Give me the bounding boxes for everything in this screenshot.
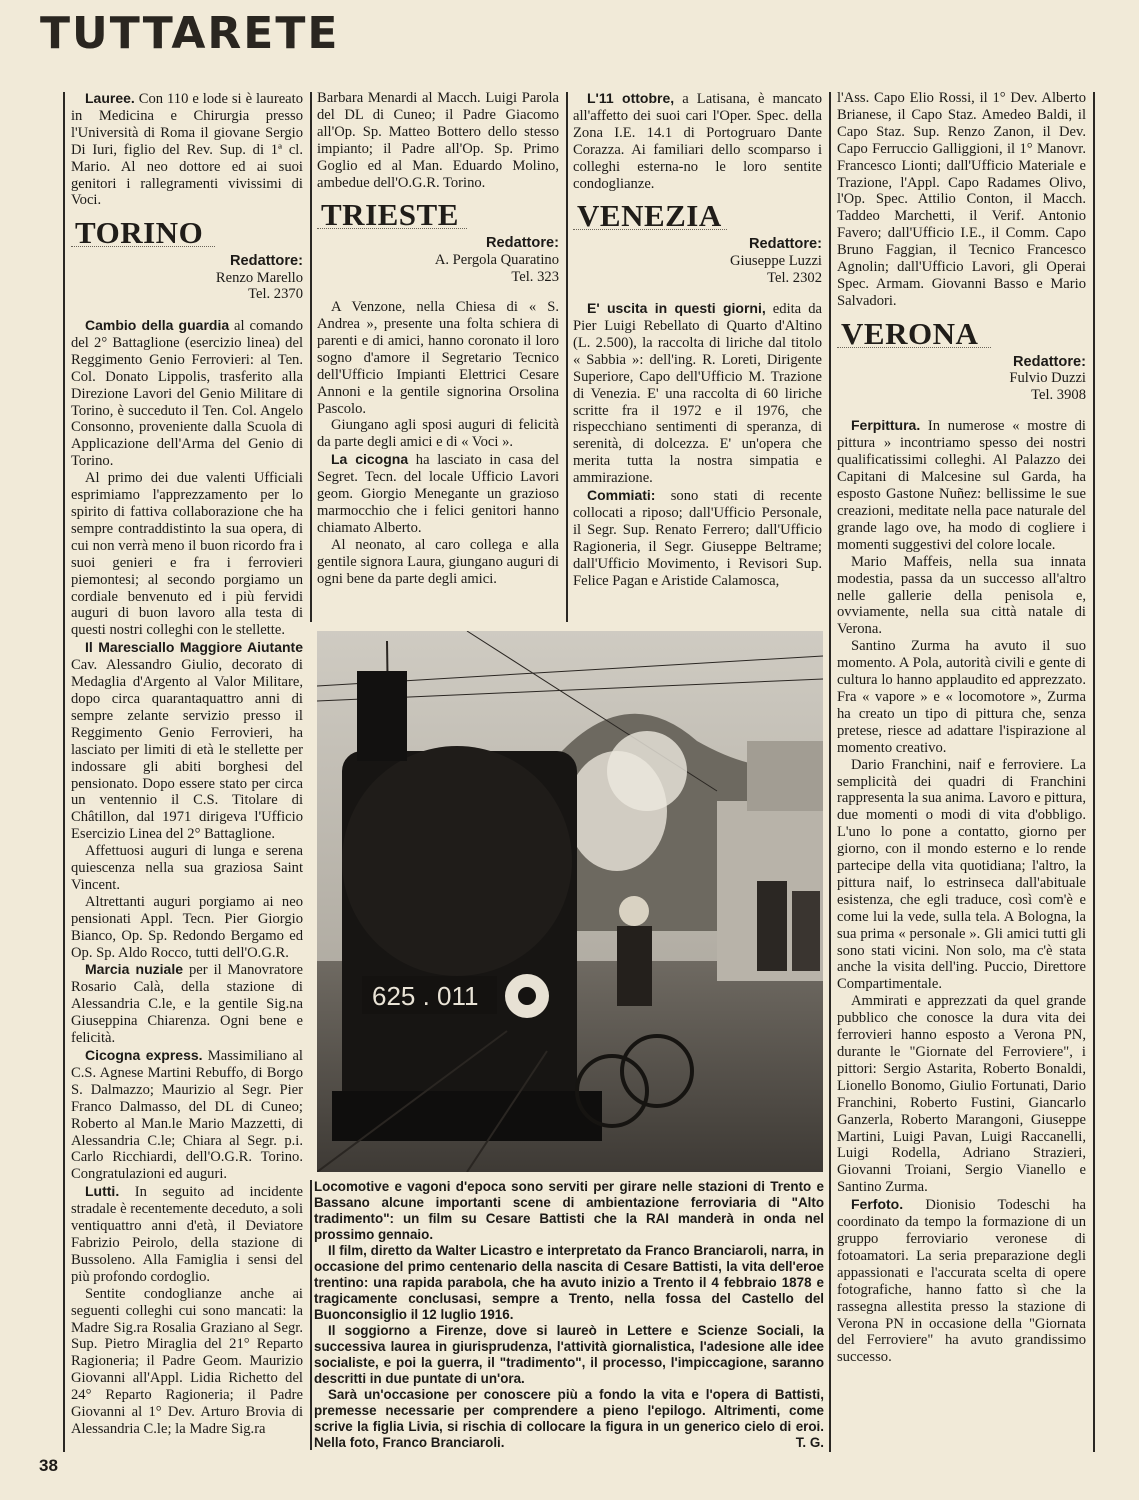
paragraph: Al primo dei due valenti Ufficiali esprimiamo l'apprezzamento per lo spirito di fattiva collaborazione che ha sempre contraddistinto la sua opera, di cui non verrà meno il buon ricordo fra i suoi genieri e fra i ferrovieri piemontesi; al secondo porgiamo un cordiale benvenuto ed i più fervidi auguri di buon lavoro alla testa di questi nostri colleghi con le stellette. (71, 470, 303, 639)
author-initials: T. G. (795, 1435, 824, 1450)
redattore-block (573, 236, 822, 286)
paragraph: Sentite condoglianze anche ai seguenti colleghi cui sono mancati: la Madre Sig.ra Rosalia Graziano al Segr. Sup. Pietro Miraglia del 21° Reparto Ragioneria; il Padre Geom. Maurizio Giovanni all'Appl. Lidia Richetto del 24° Reparto Ragioneria; il Padre Giovanni al 1° Dev. Arturo Brovia di Alessandria C.le; la Madre Sig.ra (71, 1285, 303, 1437)
redattore-name: Fulvio Duzzi (1009, 370, 1086, 387)
section-heading-trieste: TRIESTE (321, 197, 459, 233)
page-number: 38 (39, 1456, 58, 1475)
column-trieste (317, 90, 559, 588)
paragraph: L'11 ottobre, a Latisana, è mancato all'affetto dei suoi cari l'Oper. Spec. della Zona I.E. 14.1 di Portogruaro Dante Corazza. Ai familiari dello scomparso i colleghi esterna-no le loro sentite condoglianze. (573, 90, 822, 192)
redattore-label: Redattore: (230, 253, 303, 270)
redattore-label: Redattore: (486, 235, 559, 252)
caption-paragraph: Il film, diretto da Walter Licastro e interpretato da Franco Branciaroli, narra, in occasione del primo centenario della nascita di Cesare Battisti, la vita dell'eroe trentino: una rapida parabola, che ha avuto inizio a Trento il 4 febbraio 1878 e tragicamente conclusasi, sempre a Trento, nella fossa del Castello del Buonconsiglio il 12 luglio 1916. (314, 1243, 824, 1322)
redattore-block (837, 354, 1086, 404)
paragraph: A Venzone, nella Chiesa di « S. Andrea », presente una folta schiera di parenti e di amici, hanno coronato il loro sogno d'amore il Segretario Tecnico dell'Ufficio Impianti Elettrici Cesare Annoni e la gentile signorina Orsolina Pascolo. (317, 299, 559, 417)
paragraph: Ferpittura. In numerose « mostre di pittura » incontriamo spesso dei nostri qualificatissimi colleghi. Al Palazzo dei Capitani di Malcesine sul Garda, ha esposto Gastone Nuñez: bellissime le sue creazioni, meditate nella pace naturale del grande lago ove, ha modo di cogliere i momenti suggestivi del colore locale. (837, 417, 1086, 553)
paragraph: La cicogna ha lasciato in casa del Segret. Tecn. del locale Ufficio Lavori geom. Giorgio Menegante un grazioso marmocchio che i felici genitori hanno chiamato Alberto. (317, 451, 559, 536)
column-rule (829, 92, 831, 1452)
paragraph: Marcia nuziale per il Manovratore Rosario Calà, della stazione di Alessandria C.le, e la gentile Sig.na Giuseppina Chiarenza. Ogni bene e felicità. (71, 961, 304, 1047)
redattore-tel: Tel. 2302 (767, 269, 822, 286)
locomotive-number: 625 . 011 (372, 981, 479, 1011)
paragraph: l'Ass. Capo Elio Rossi, il 1° Dev. Alberto Brianese, il Capo Staz. Amedeo Baldi, il Capo Staz. Sup. Renzo Zanon, il Dev. Capo Ferruccio Galliggioni, il 1° Manovr. Francesco Lionti; dall'Ufficio Materiale e Trazione, l'Appl. Capo Radames Olivo, l'Op. Spec. Attilio Conton, il Macch. Taddeo Marchetti, il Verif. Antonio Favero; dall'Ufficio I.E., il Comm. Capo Bruno Faggian, il Tecnico Francesco Agnolin; dall'Ufficio Lavori, gli Operai Spec. Armam. Giovanni Basso e Mario Salvadori. (837, 90, 1086, 309)
paragraph: Affettuosi auguri di lunga e serena quiescenza nella sua graziosa Saint Vincent. (71, 843, 303, 893)
caption-paragraph: Sarà un'occasione per conoscere più a fondo la vita e l'opera di Battisti, premesse necessarie per comprendere a pieno l'epilogo. Altrimenti, come scrive la figlia Livia, si rischia di collocare la figura in un generico cielo di eroi. Nella foto, Franco Branciaroli. T. G. (314, 1387, 824, 1450)
redattore-tel: Tel. 323 (511, 268, 559, 285)
paragraph: Santino Zurma ha avuto il suo momento. A Pola, autorità civili e gente di cultura lo hanno applaudito ed apprezzato. Fra « vapore » e « locomotore », Zurma ha creato un tipo di pittura che, senza pretese, riesce ad adattare l'ispirazione al momento creativo. (837, 638, 1086, 756)
column-venezia (573, 90, 822, 590)
column-rule (63, 92, 65, 1452)
column-torino (71, 90, 303, 1438)
redattore-name: Renzo Marello (215, 269, 303, 286)
paragraph: Lutti. In seguito ad incidente stradale è recentemente deceduto, a soli ventiquattro anni d'età, il Deviatore Fabrizio Peirolo, della stazione di Bussoleno. Alla Famiglia i sensi del più profondo cordoglio. (71, 1183, 303, 1285)
redattore-tel: Tel. 2370 (248, 286, 303, 303)
redattore-block (317, 235, 559, 285)
section-heading-verona: VERONA (841, 315, 979, 351)
paragraph: Mario Maffeis, nella sua innata modestia, passa da un successo all'altro nelle gallerie della penisola e, ovviamente, nella sua città natale di Verona. (837, 553, 1086, 638)
redattore-label: Redattore: (749, 236, 822, 253)
column-rule (310, 1180, 312, 1450)
redattore-name: Giuseppe Luzzi (730, 252, 822, 269)
paragraph: Giungano agli sposi auguri di felicità da parte degli amici e di « Voci ». (317, 417, 559, 451)
paragraph: Cicogna express. Massimiliano al C.S. Agnese Martini Rebuffo, di Borgo S. Dalmazzo; Maurizio al Segr. Pier Franco Dalmasso, del DL di Cuneo; Roberto al Man.le Mario Mazzetti, di Alessandria C.le; Chiara al Segr. p.i. Carlo Ricchiardi, dell'O.G.R. Torino. Congratulazioni ed auguri. (71, 1047, 303, 1183)
paragraph: Altrettanti auguri porgiamo ai neo pensionati Appl. Tecn. Pier Giorgio Bianco, Op. Sp. Redondo Bergamo ed Op. Sp. Aldo Rocco, tutti dell'O.G.R. (71, 893, 303, 961)
locomotive-photo (317, 631, 823, 1172)
paragraph: Dario Franchini, naif e ferroviere. La semplicità dei quadri di Franchini rappresenta la sua anima. Lavoro e pittura, due momenti o modi di vita d'obbligo. L'uno lo pone a contatto, giorno per giorno, con il mondo esterno e lo rende partecipe della vita quotidiana; l'altro, la pittura naif, lo estrinseca dall'abituale esistenza, che egli traduce, così com'è e come lui la vede, sulla tela. A Bologna, la sua prima « personale ». Gli amici tutti gli sono stati vicini. Non solo, ma c'è stata anche la visita dell'ing. Puccio, Direttore Compartimentale. (837, 756, 1086, 993)
paragraph: E' uscita in questi giorni, edita da Pier Luigi Rebellato di Quarto d'Altino (L. 2.500), la raccolta di liriche dal titolo « Sabbia »: dell'ing. R. Loreti, Dirigente Superiore, Capo dell'Ufficio M. Trazione di Venezia. E' una raccolta di 60 liriche scritte fra il 1972 e il 1976, che rispecchiano sentimenti di speranza, di serenità, di dolcezza. E' un'opera che merita tutta la nostra simpatia e ammirazione. (573, 300, 822, 487)
paragraph: Il Maresciallo Maggiore Aiutante Cav. Alessandro Giulio, decorato di Medaglia d'Argento al Valor Militare, dopo circa quarantaquattro anni di sempre zelante servizio presso il Reggimento Genio Ferrovieri, ha lasciato per limiti di età le stellette per indossare gli abiti borghesi del pensionato. Dopo essere stato per circa un ventennio il C.S. Titolare di Châtillon, dal 1971 dirigeva l'Ufficio Esercizio Linea del 2° Battaglione. (71, 639, 303, 843)
paragraph: Al neonato, al caro collega e alla gentile signora Laura, giungano auguri di ogni bene da parte degli amici. (317, 536, 559, 587)
paragraph: Ammirati e apprezzati da quel grande pubblico che conosce la dura vita dei ferrovieri hanno esposto a Verona PN, durante le "Giornate del Ferroviere", i pittori: Sergio Astarita, Roberto Bonaldi, Lionello Bonomo, Giulio Fortunati, Dario Franchini, Roberto Fustini, Giancarlo Ganzerla, Roberto Marangoni, Giuseppe Martini, Luigi Pavan, Luigi Raccanelli, Luigi Rodella, Adriano Strazieri, Giovanni Troiani, Sergio Vianello e Santino Zurma. (837, 993, 1086, 1196)
column-rule (1093, 92, 1095, 1452)
photo-caption (314, 1179, 824, 1451)
masthead-title: TUTTARETE (40, 8, 340, 59)
column-rule (566, 92, 568, 622)
caption-paragraph: Locomotive e vagoni d'epoca sono serviti per girare nelle stazioni di Trento e Bassano alcune importanti scene di ambientazione ferroviaria di "Alto tradimento": un film su Cesare Battisti che la RAI manderà in onda nel prossimo gennaio. (314, 1179, 824, 1242)
paragraph: Cambio della guardia al comando del 2° Battaglione (esercizio linea) del Reggimento Genio Ferrovieri: al Ten. Col. Donato Lippolis, trasferito alla Direzione Lavori del Genio Militare di Torino, è succeduto il Ten. Col. Angelo Consonno, proveniente dalla Scuola di Applicazione dell'Arma del Genio di Torino. (71, 317, 303, 470)
redattore-tel: Tel. 3908 (1031, 386, 1086, 403)
redattore-label: Redattore: (1013, 353, 1086, 370)
section-heading-venezia: VENEZIA (577, 198, 722, 234)
paragraph: Lauree. Con 110 e lode si è laureato in Medicina e Chirurgia presso l'Università di Roma il giovane Sergio Di Iuri, figlio del Rev. Sup. di 1ª cl. Mario. Al neo dottore ed ai suoi genitori i rallegramenti vivissimi di Voci. (71, 90, 303, 209)
paragraph: Commiati: sono stati di recente collocati a riposo; dall'Ufficio Personale, il Segr. Sup. Renato Ferrero; dall'Ufficio Ragioneria, il Segr. Giuseppe Beltrame; dall'Ufficio Movimento, i Revisori Sup. Felice Pagan e Aristide Calamosca, (573, 487, 822, 589)
redattore-block (71, 253, 303, 303)
column-rule (310, 92, 312, 622)
redattore-name: A. Pergola Quaratino (434, 251, 559, 268)
paragraph: Barbara Menardi al Macch. Luigi Parola del DL di Cuneo; il Padre Giacomo all'Op. Sp. Matteo Bottero dello stesso impianto; il Padre all'Op. Sp. Primo Goglio ed al Man. Eduardo Molino, ambedue dell'O.G.R. Torino. (317, 90, 559, 191)
section-heading-torino: TORINO (75, 215, 204, 251)
column-verona (837, 90, 1086, 1366)
paragraph: Ferfoto. Dionisio Todeschi ha coordinato da tempo la formazione di un gruppo ferroviario veronese di fotoamatori. La seria preparazione degli appassionati e l'accurata scelta di opere fotografiche, hanno fatto sì che la rassegna allestita presso la stazione di Verona PN in occasione della "Giornata del Ferroviere" ha avuto grandissimo successo. (837, 1196, 1086, 1366)
locomotive-illustration (317, 631, 823, 1172)
caption-paragraph: Il soggiorno a Firenze, dove si laureò in Lettere e Scienze Sociali, la successiva laurea in giurisprudenza, l'attività giornalistica, l'adesione alle idee socialiste, e poi la guerra, il "tradimento", il processo, l'impiccagione, saranno descritti in due puntate di un'ora. (314, 1323, 824, 1386)
